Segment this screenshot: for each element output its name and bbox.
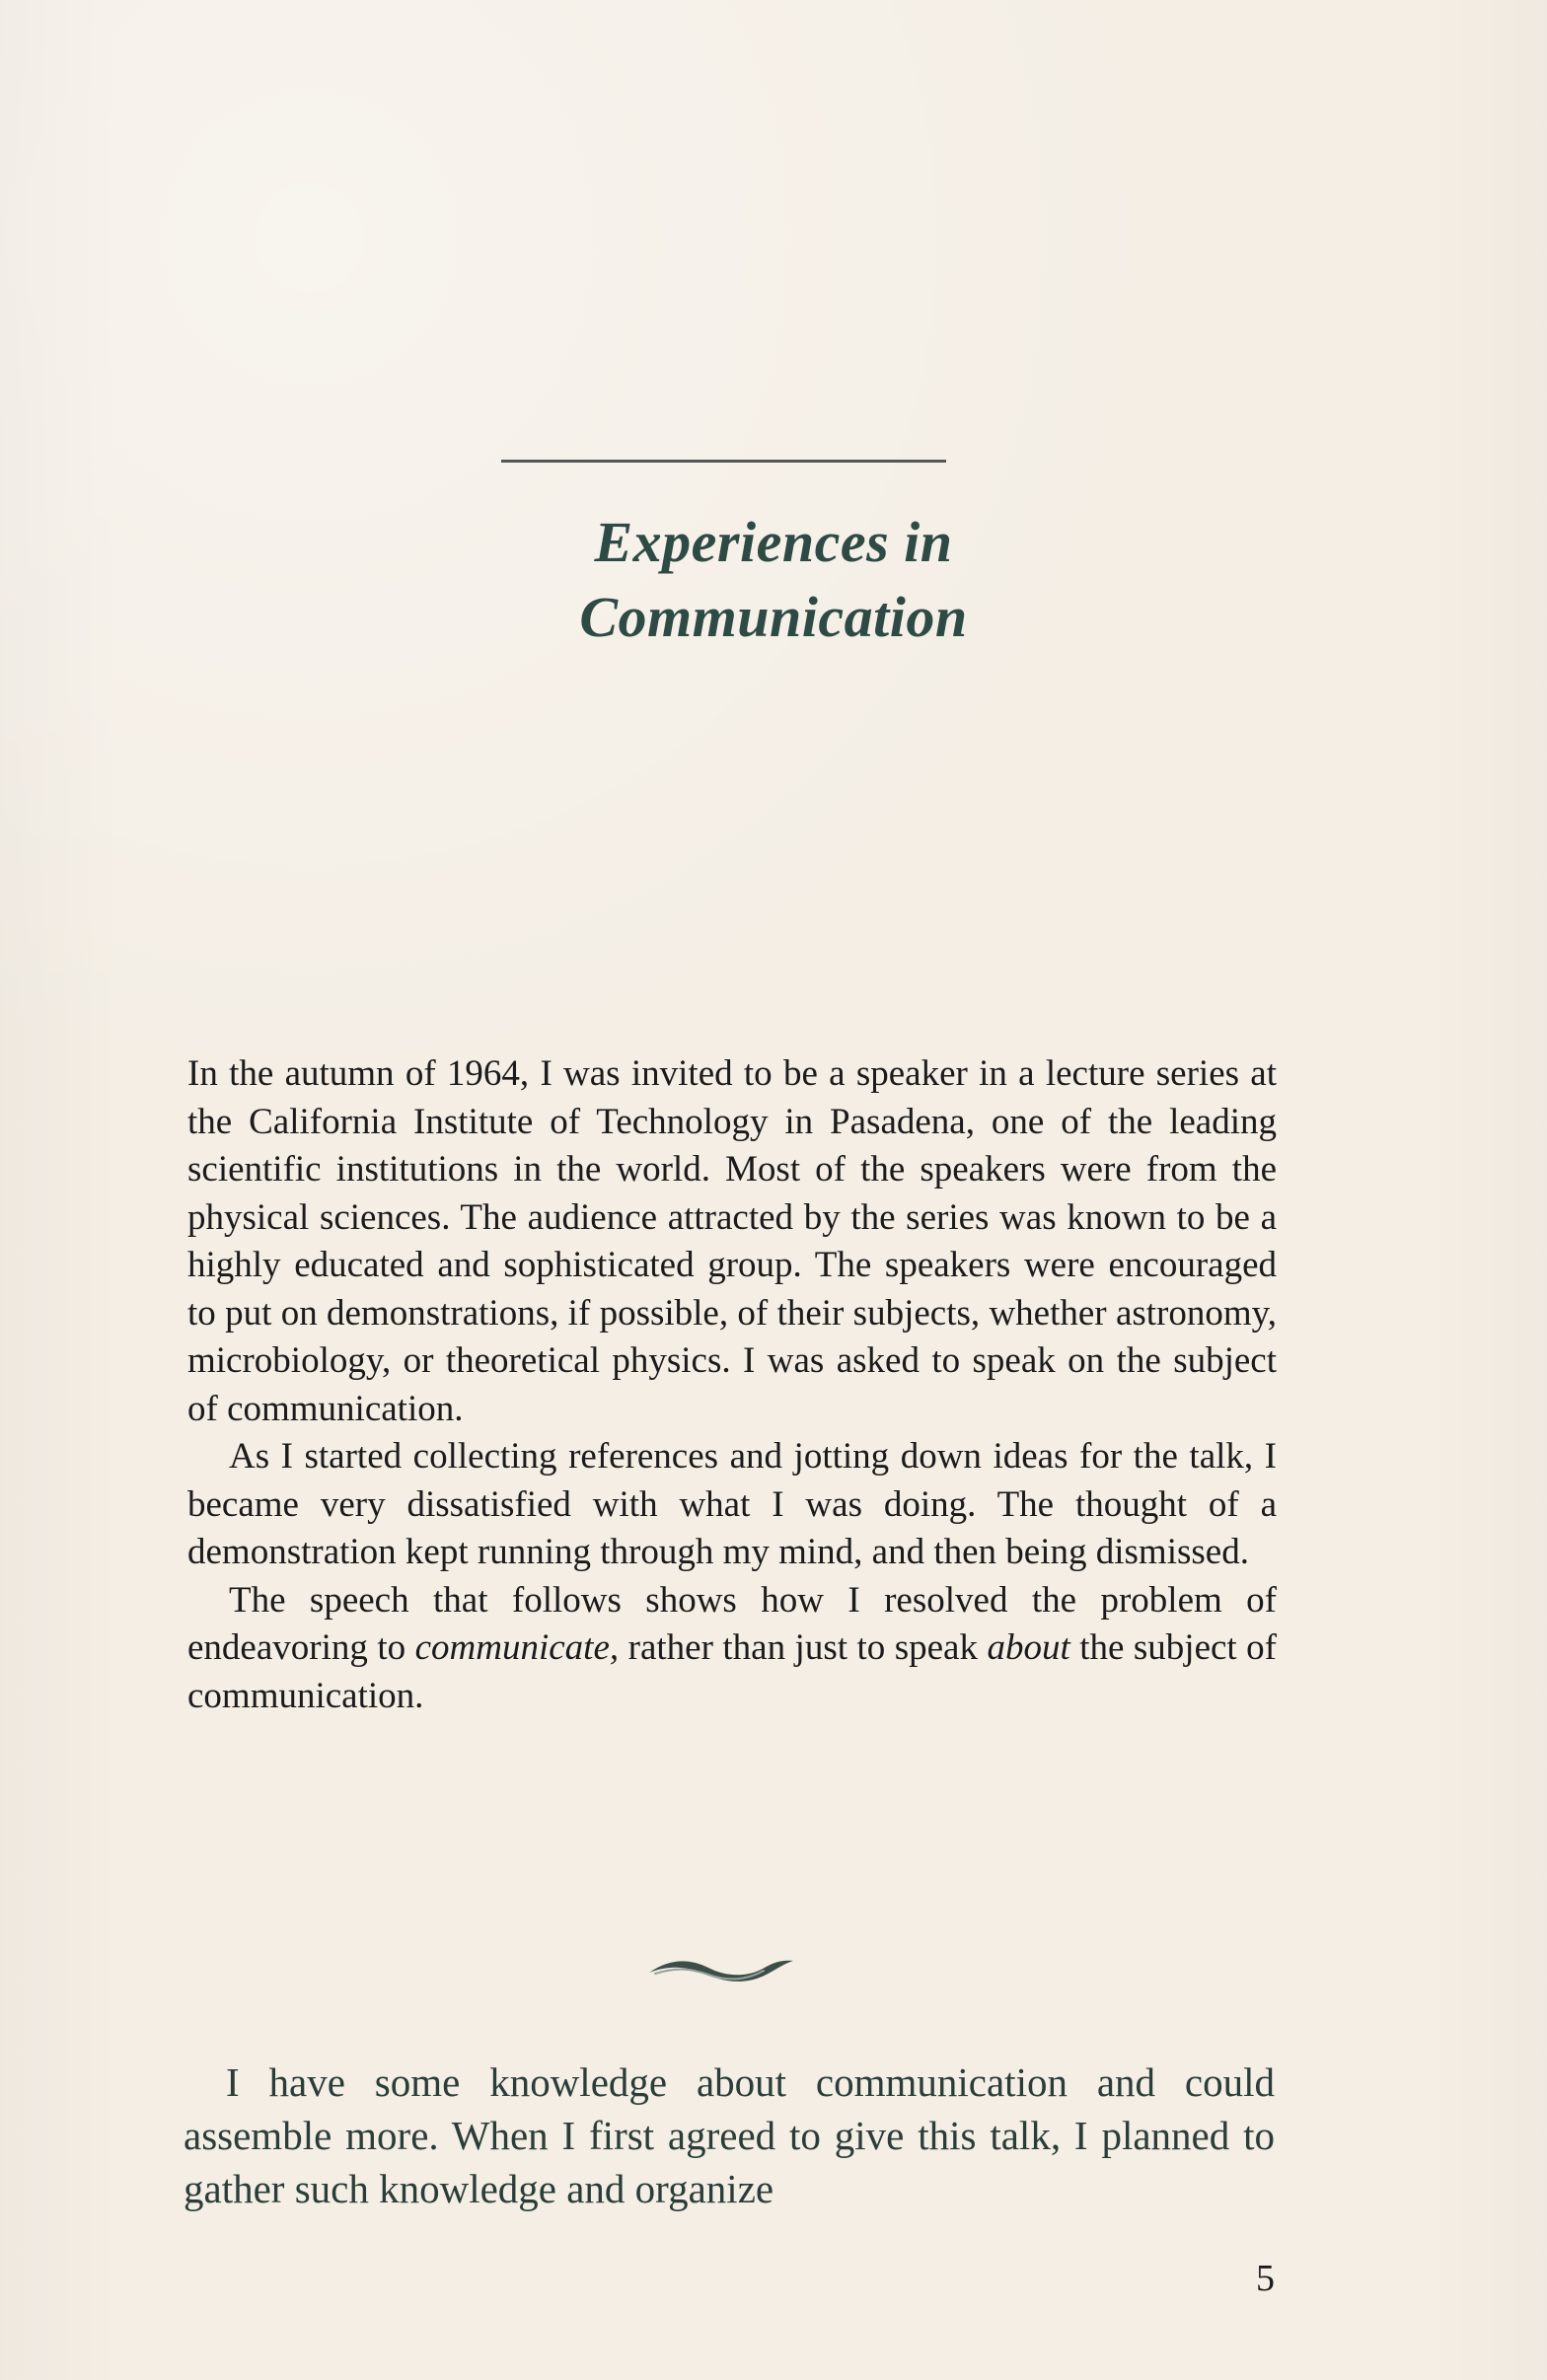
- flourish-ornament-icon: [647, 1951, 795, 1992]
- chapter-title-rule: [501, 460, 946, 463]
- chapter-title-line-2: Communication: [579, 585, 968, 649]
- chapter-title: [0, 505, 1547, 655]
- intro-paragraph-3-text-3: the subject of communication.: [187, 1627, 1278, 1716]
- intro-paragraph-3-text-1: The speech that follows shows how I resolved the problem of endeavoring to: [187, 1579, 1277, 1668]
- speech-body: [184, 2055, 1275, 2215]
- intro-paragraph-3-text-2: rather than just to speak: [619, 1627, 988, 1668]
- intro-paragraph-1: In the autumn of 1964, I was invited to be a speaker in a lecture series at the California Institute of Technology in Pasadena, one of the leading scientific institutions in the world. Most of the speakers were from the physical sciences. The audience attracted by the series was known to be a highly educated and sophisticated group. The speakers were encouraged to put on demonstrations, if possible, of their subjects, whether astronomy, microbiology, or theoretical physics. I was asked to speak on the subject of communication.: [187, 1053, 1277, 1429]
- chapter-introduction: [187, 1050, 1277, 1720]
- page-number: 5: [1256, 2258, 1275, 2299]
- intro-emphasis-about: about: [987, 1627, 1070, 1668]
- intro-paragraph-2: As I started collecting references and jotting down ideas for the talk, I became very dissatisfied with what I was doing. The thought of a demonstration kept running through my mind, and then being dismissed.: [187, 1436, 1277, 1572]
- chapter-title-line-1: Experiences in: [594, 510, 953, 574]
- intro-paragraph-3: [187, 1577, 1277, 1721]
- intro-emphasis-communicate: communicate,: [414, 1627, 620, 1668]
- speech-paragraph-1: I have some knowledge about communication and could assemble more. When I first agreed to give this talk, I planned to gather such knowledge and organize: [184, 2059, 1275, 2211]
